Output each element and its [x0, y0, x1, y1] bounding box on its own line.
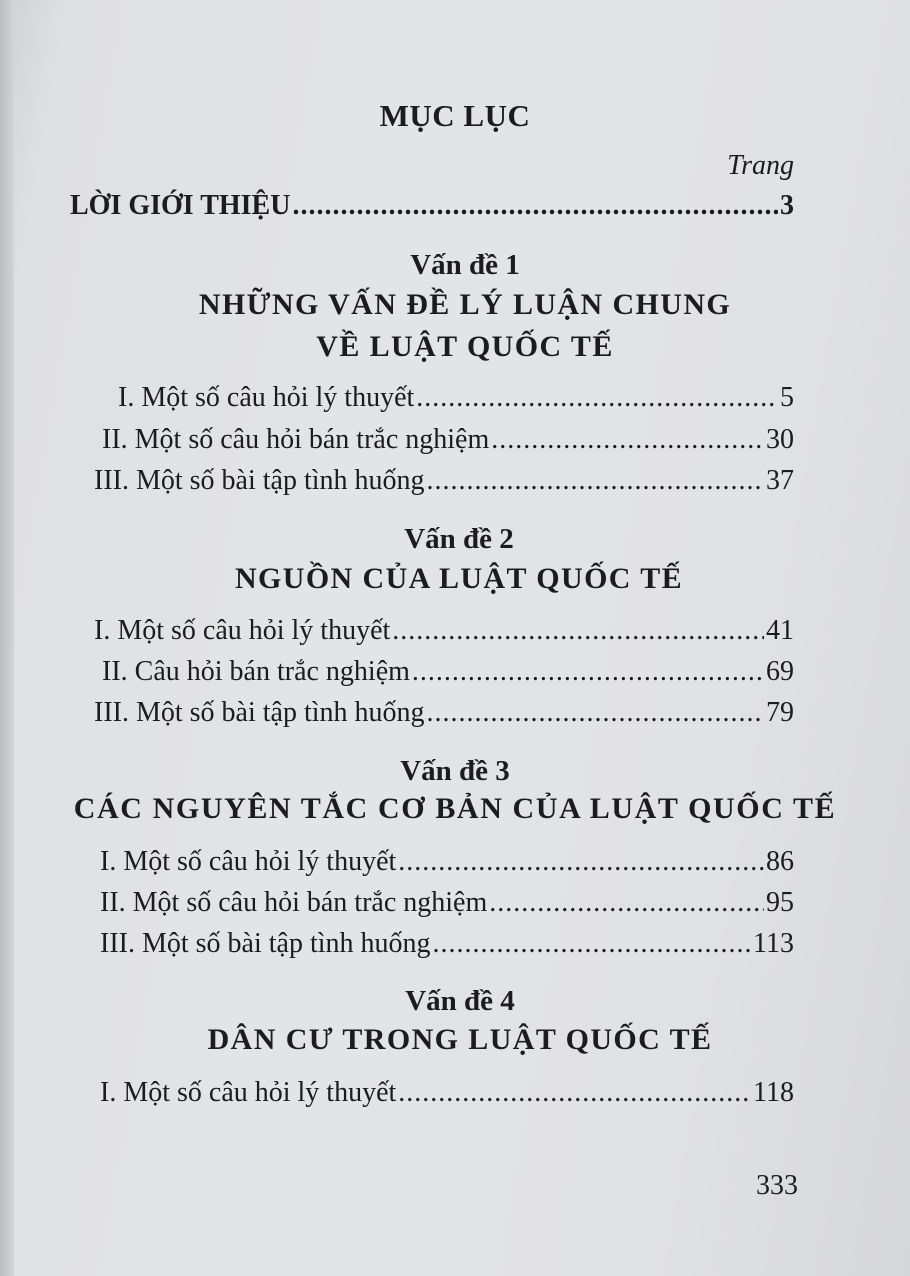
toc-entry [94, 465, 794, 497]
toc-entry-label: I. Một số câu hỏi lý thuyết [100, 846, 397, 877]
toc-entry [102, 656, 794, 688]
toc-entry-page: 41 [766, 615, 794, 646]
page-edge-shadow [0, 0, 14, 1276]
dot-leader [398, 1077, 751, 1109]
toc-entry-page: 79 [766, 697, 794, 728]
chapter-heading: CÁC NGUYÊN TẮC CƠ BẢN CỦA LUẬT QUỐC TẾ [73, 792, 837, 825]
chapter-heading: NHỮNG VẤN ĐỀ LÝ LUẬN CHUNG [198, 288, 732, 321]
toc-entry [94, 615, 794, 647]
dot-leader [433, 928, 752, 960]
toc-entry-label: LỜI GIỚI THIỆU [70, 190, 291, 221]
toc-entry-label: III. Một số bài tập tình huống [100, 928, 431, 959]
toc-entry-page: 118 [753, 1077, 794, 1108]
toc-entry-page: 5 [780, 382, 794, 413]
toc-entry-label: II. Câu hỏi bán trắc nghiệm [102, 656, 410, 687]
dot-leader [412, 656, 764, 688]
chapter-label: Vấn đề 1 [410, 249, 520, 281]
toc-entry-page: 3 [780, 190, 794, 221]
toc-entry-label: II. Một số câu hỏi bán trắc nghiệm [102, 424, 490, 455]
dot-leader [392, 615, 764, 647]
toc-entry-label: I. Một số câu hỏi lý thuyết [118, 382, 415, 413]
toc-entry-intro [70, 190, 794, 222]
page-column-label: Trang [727, 150, 794, 181]
dot-leader [292, 190, 778, 222]
toc-entry [100, 846, 794, 878]
dot-leader [489, 887, 764, 919]
dot-leader [416, 382, 778, 414]
toc-entry [118, 382, 794, 414]
toc-entry-label: I. Một số câu hỏi lý thuyết [94, 615, 391, 646]
page-number: 333 [756, 1170, 798, 1201]
toc-entry [100, 928, 794, 960]
toc-entry-page: 113 [753, 928, 794, 959]
chapter-label: Vấn đề 3 [400, 755, 510, 787]
toc-entry [94, 697, 794, 729]
toc-entry-page: 86 [766, 846, 794, 877]
toc-entry-page: 37 [766, 465, 794, 496]
chapter-label: Vấn đề 4 [405, 985, 515, 1017]
chapter-label: Vấn đề 2 [404, 523, 514, 555]
chapter-heading: DÂN CƯ TRONG LUẬT QUỐC TẾ [207, 1023, 713, 1056]
chapter-heading: VỀ LUẬT QUỐC TẾ [316, 330, 614, 363]
toc-entry-page: 95 [766, 887, 794, 918]
dot-leader [398, 846, 764, 878]
chapter-heading: NGUỒN CỦA LUẬT QUỐC TẾ [234, 562, 684, 595]
toc-entry [100, 1077, 794, 1109]
page-title: MỤC LỤC [379, 98, 531, 133]
toc-entry-label: III. Một số bài tập tình huống [94, 697, 425, 728]
toc-entry-page: 30 [766, 424, 794, 455]
dot-leader [427, 465, 764, 497]
dot-leader [427, 697, 764, 729]
toc-entry-page: 69 [766, 656, 794, 687]
toc-entry-label: II. Một số câu hỏi bán trắc nghiệm [100, 887, 488, 918]
toc-entry [100, 887, 794, 919]
dot-leader [491, 424, 764, 456]
toc-entry [102, 424, 794, 456]
toc-entry-label: III. Một số bài tập tình huống [94, 465, 425, 496]
toc-entry-label: I. Một số câu hỏi lý thuyết [100, 1077, 397, 1108]
